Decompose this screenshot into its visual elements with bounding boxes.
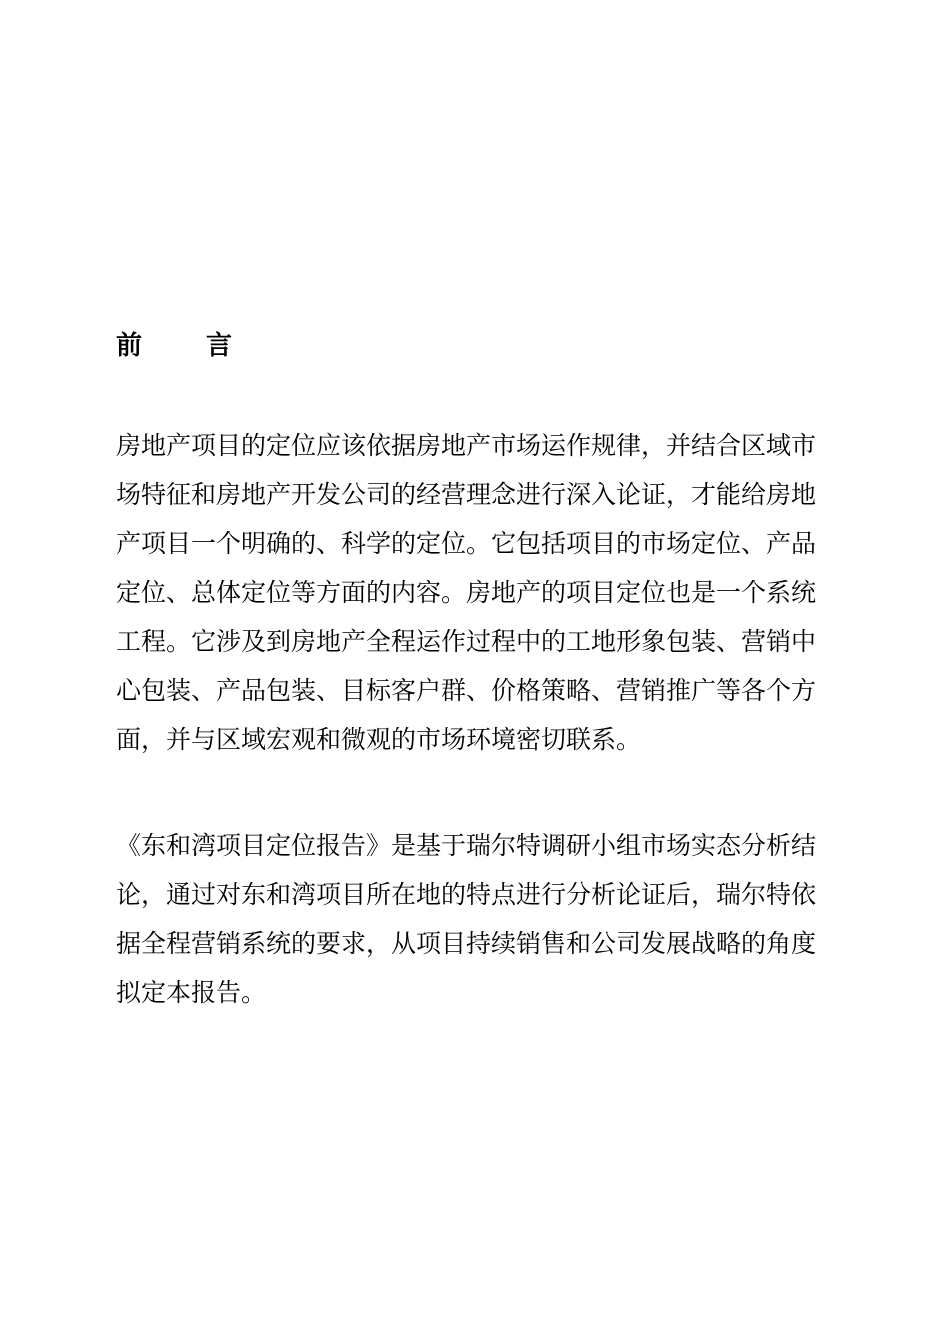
paragraph-line: 工程。它涉及到房地产全程运作过程中的工地形象包装、营销中 [116,627,817,656]
paragraph-line: 面，并与区域宏观和微观的市场环境密切联系。 [116,725,642,754]
paragraph-line: 产项目一个明确的、科学的定位。它包括项目的市场定位、产品 [116,529,817,558]
paragraph-line: 《东和湾项目定位报告》是基于瑞尔特调研小组市场实态分析结 [116,831,817,860]
preface-paragraph-1 [116,421,846,764]
preface-paragraph-2 [116,821,846,1017]
paragraph-line: 场特征和房地产开发公司的经营理念进行深入论证，才能给房地 [116,480,817,509]
paragraph-line: 房地产项目的定位应该依据房地产市场运作规律，并结合区域市 [116,431,817,460]
paragraph-line: 据全程营销系统的要求，从项目持续销售和公司发展战略的角度 [116,929,817,958]
paragraph-line: 拟定本报告。 [116,978,267,1007]
paragraph-line: 心包装、产品包装、目标客户群、价格策略、营销推广等各个方 [116,676,817,705]
preface-heading-char-2: 言 [206,331,233,361]
paragraph-line: 论，通过对东和湾项目所在地的特点进行分析论证后，瑞尔特依 [116,880,817,909]
preface-heading-char-1: 前 [116,331,143,361]
paragraph-line: 定位、总体定位等方面的内容。房地产的项目定位也是一个系统 [116,578,817,607]
